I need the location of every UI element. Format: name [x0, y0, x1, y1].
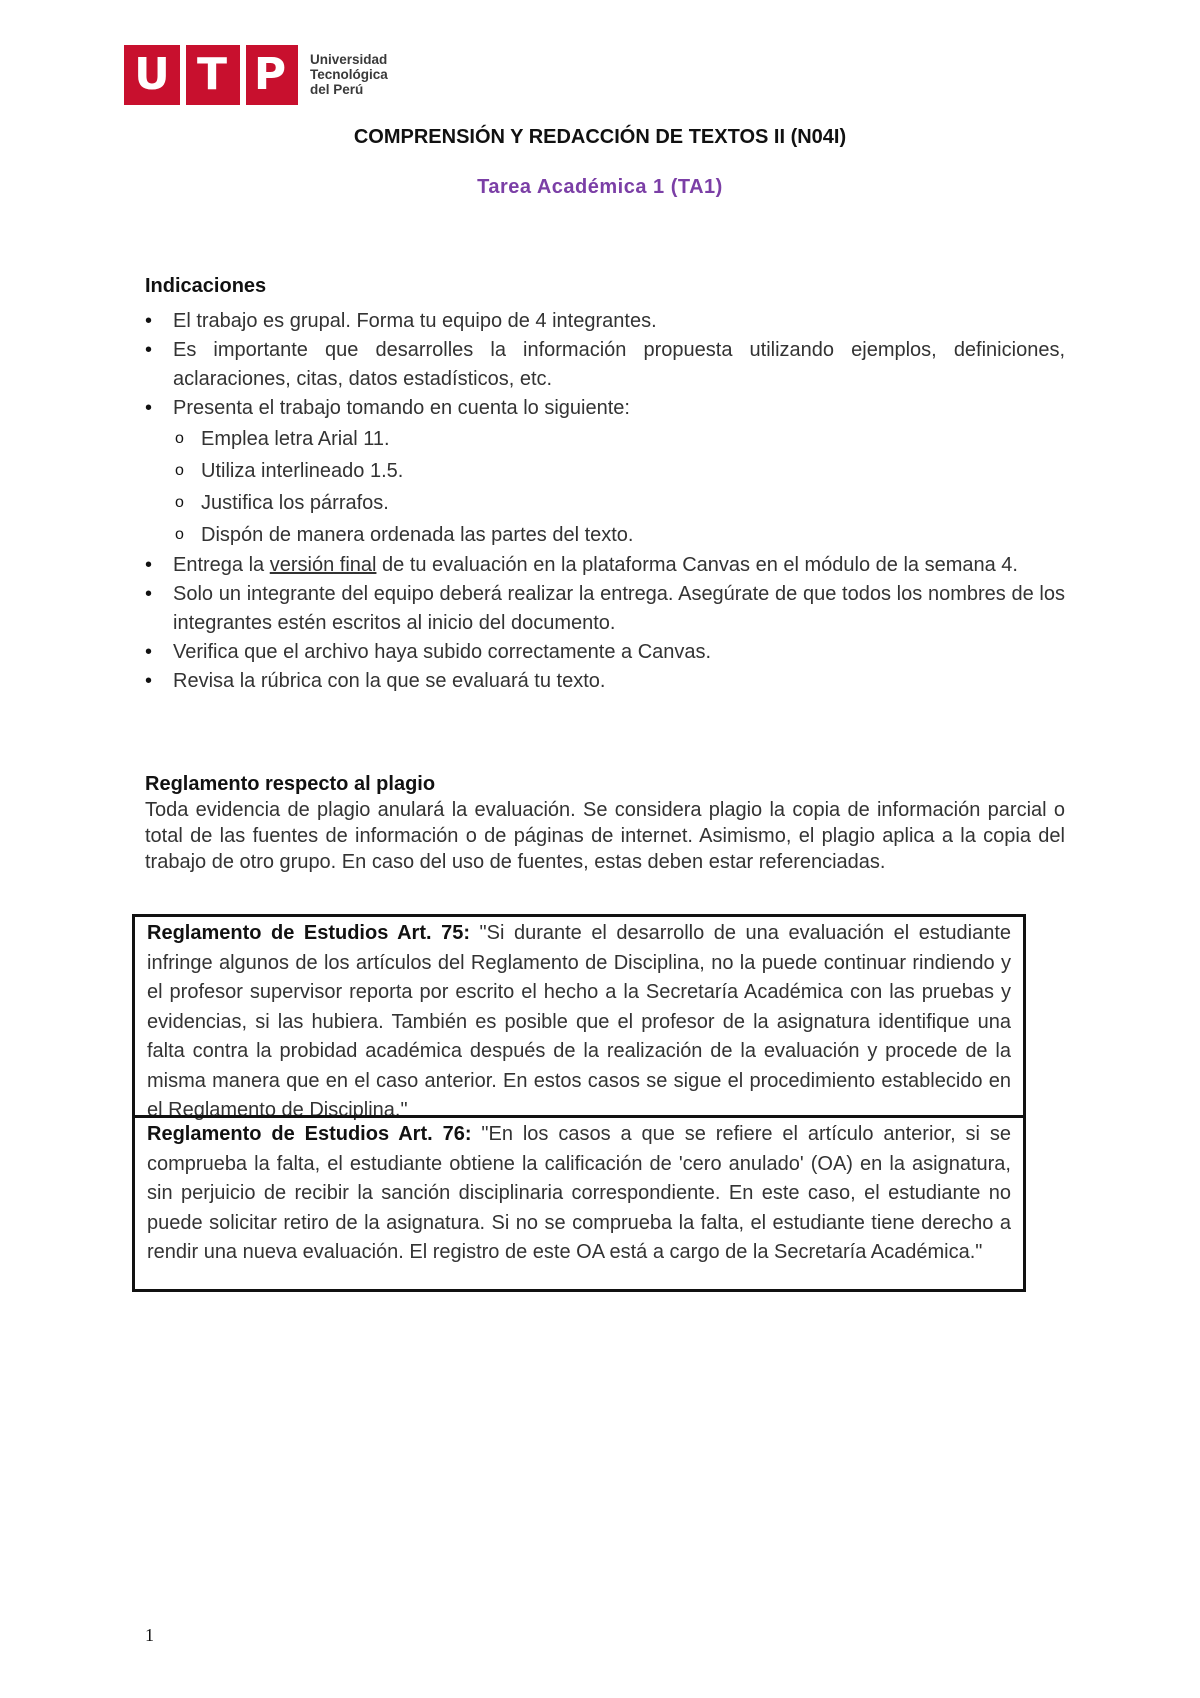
- logo-text-line: Universidad: [310, 52, 388, 67]
- list-item-text: Presenta el trabajo tomando en cuenta lo siguiente:: [173, 397, 630, 419]
- course-title: COMPRENSIÓN Y REDACCIÓN DE TEXTOS II (N04I): [353, 126, 847, 148]
- entrega-text-before: Entrega la: [173, 554, 270, 576]
- sublist-item: o Utiliza interlineado 1.5.: [173, 455, 1065, 487]
- plagio-paragraph: Toda evidencia de plagio anulará la evaluación. Se considera plagio la copia de información parcial o total de las fuentes de información o de páginas de internet. Asimismo, el plagio aplica a la copia del trabajo de otro grupo. En caso del uso de fuentes, estas deben estar referenciadas.: [145, 799, 1065, 873]
- plagio-heading: Reglamento respecto al plagio: [145, 773, 436, 795]
- format-sublist: [173, 423, 1065, 551]
- list-item: [145, 394, 1065, 551]
- logo-text-line: Tecnológica: [310, 67, 388, 82]
- article-label: Reglamento de Estudios Art. 76:: [147, 1123, 472, 1145]
- indicaciones-list: [145, 307, 1065, 696]
- version-final-underlined: versión final: [269, 554, 377, 576]
- list-item: • Revisa la rúbrica con la que se evaluará tu texto.: [145, 667, 1065, 696]
- article-76-box: [132, 1115, 1026, 1292]
- article-75-box: [132, 914, 1026, 1121]
- logo-text-line: del Perú: [310, 82, 364, 97]
- logo-letter-p: P: [253, 49, 287, 100]
- logo-letter-t: T: [196, 49, 227, 100]
- sublist-item: o Emplea letra Arial 11.: [173, 423, 1065, 455]
- article-text: "En los casos a que se refiere el artículo anterior, si se comprueba la falta, el estudiante obtiene la calificación de 'cero anulado' (OA) en la asignatura, sin perjuicio de recibir la sanción disciplinaria correspondiente. En este caso, el estudiante no puede solicitar retiro de la asignatura. Si no se comprueba la falta, el estudiante tiene derecho a rendir una nueva evaluación. El registro de este OA está a cargo de la Secretaría Académica.": [147, 1123, 1011, 1263]
- sublist-item: o Justifica los párrafos.: [173, 487, 1065, 519]
- list-item: • Es importante que desarrolles la información propuesta utilizando ejemplos, definiciones, aclaraciones, citas, datos estadísticos, etc.: [145, 336, 1065, 394]
- list-item: • Verifica que el archivo haya subido correctamente a Canvas.: [145, 638, 1065, 667]
- logo-wordmark: [310, 52, 388, 97]
- indicaciones-heading: Indicaciones: [145, 275, 267, 297]
- page-number: 1: [145, 1625, 154, 1645]
- article-label: Reglamento de Estudios Art. 75:: [147, 922, 470, 944]
- logo-red-block: [124, 45, 298, 105]
- utp-logo: [124, 45, 394, 105]
- entrega-text-after: de tu evaluación en la plataforma Canvas en el módulo de la semana 4.: [376, 554, 1018, 576]
- list-item-entrega: [145, 551, 1065, 580]
- list-item: • El trabajo es grupal. Forma tu equipo de 4 integrantes.: [145, 307, 1065, 336]
- logo-letter-u: U: [134, 49, 170, 100]
- sublist-item: o Dispón de manera ordenada las partes del texto.: [173, 519, 1065, 551]
- article-text: "Si durante el desarrollo de una evaluación el estudiante infringe algunos de los artículos del Reglamento de Disciplina, no la puede continuar rindiendo y el profesor supervisor reporta por escrito el hecho a la Secretaría Académica con las pruebas y evidencias, si las hubiera. También es posible que el profesor de la asignatura identifique una falta contra la probidad académica después de la realización de la evaluación y procede de la misma manera que en el caso anterior. En estos casos se sigue el procedimiento establecido en el Reglamento de Disciplina.": [147, 922, 1011, 1121]
- task-title: Tarea Académica 1 (TA1): [477, 176, 723, 198]
- list-item: • Solo un integrante del equipo deberá realizar la entrega. Asegúrate de que todos los nombres de los integrantes estén escritos al inicio del documento.: [145, 580, 1065, 638]
